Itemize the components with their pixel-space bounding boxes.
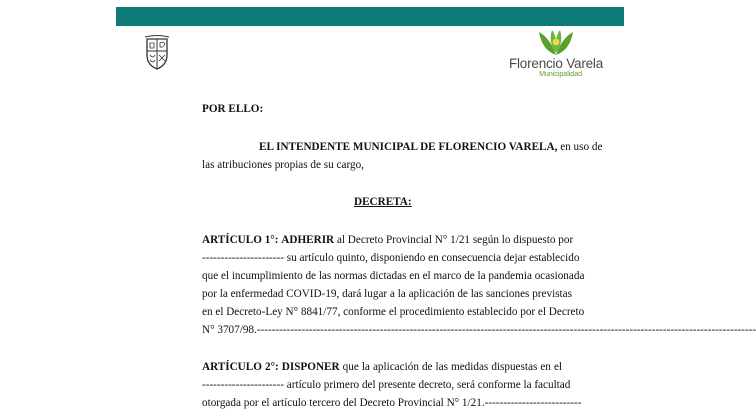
intendente-line2: las atribuciones propias de su cargo, (202, 159, 364, 171)
intendente-rest: en uso de (557, 141, 603, 153)
art1-label: ARTÍCULO 1°: (202, 234, 279, 246)
art1-line5: en el Decreto-Ley N° 8841/77, conforme el procedimiento establecido por el Decreto (202, 306, 585, 318)
art2-line2-dashes: ---------------------- (202, 379, 284, 391)
por-ello-heading: POR ELLO: (202, 103, 264, 115)
art1-line4: por la enfermedad COVID-19, dará lugar a la aplicación de las sanciones previstas (202, 288, 572, 300)
art2-line2-rest: artículo primero del presente decreto, será conforme la facultad (286, 379, 571, 391)
header-bar (116, 7, 624, 26)
art2-line2 (202, 378, 571, 392)
art2-line3-dashes: -------------------------- (484, 397, 582, 409)
art1-line6-dashes: -------------------------------------------------------------------------------------------------------------------------------------- (256, 324, 756, 336)
art1-line2 (202, 251, 580, 265)
art2-line3-text: otorgada por el artículo tercero del Decreto Provincial N° 1/21. (202, 397, 485, 409)
art1-line1 (202, 233, 574, 247)
art2-line1 (202, 360, 562, 374)
municipality-logo (506, 28, 606, 80)
municipality-subtitle: Municipalidad (539, 71, 582, 78)
municipality-name: Florencio Varela (508, 56, 604, 71)
leaf-logo-icon (536, 28, 576, 56)
art1-verb: ADHERIR (281, 234, 335, 246)
art2-line1-rest: que la aplicación de las medidas dispuestas en el (342, 361, 563, 373)
art1-line3: que el incumplimiento de las normas dictadas en el marco de la pandemia ocasionada (202, 270, 585, 282)
intendente-line1 (259, 140, 602, 154)
art1-line2-dashes: ---------------------- (202, 252, 284, 264)
art1-line6-text: N° 3707/98. (202, 324, 257, 336)
art1-line6 (202, 323, 756, 337)
decreta-heading: DECRETA: (354, 196, 412, 208)
intendente-title: EL INTENDENTE MUNICIPAL DE FLORENCIO VARELA, (259, 141, 558, 153)
art2-line3 (202, 396, 582, 410)
art1-line2-rest: su artículo quinto, disponiendo en consecuencia dejar establecido (286, 252, 580, 264)
art2-verb: DISPONER (281, 361, 340, 373)
art2-label: ARTÍCULO 2°: (202, 361, 279, 373)
coat-of-arms-icon (144, 35, 170, 71)
art1-line1-rest: al Decreto Provincial N° 1/21 según lo dispuesto por (336, 234, 574, 246)
